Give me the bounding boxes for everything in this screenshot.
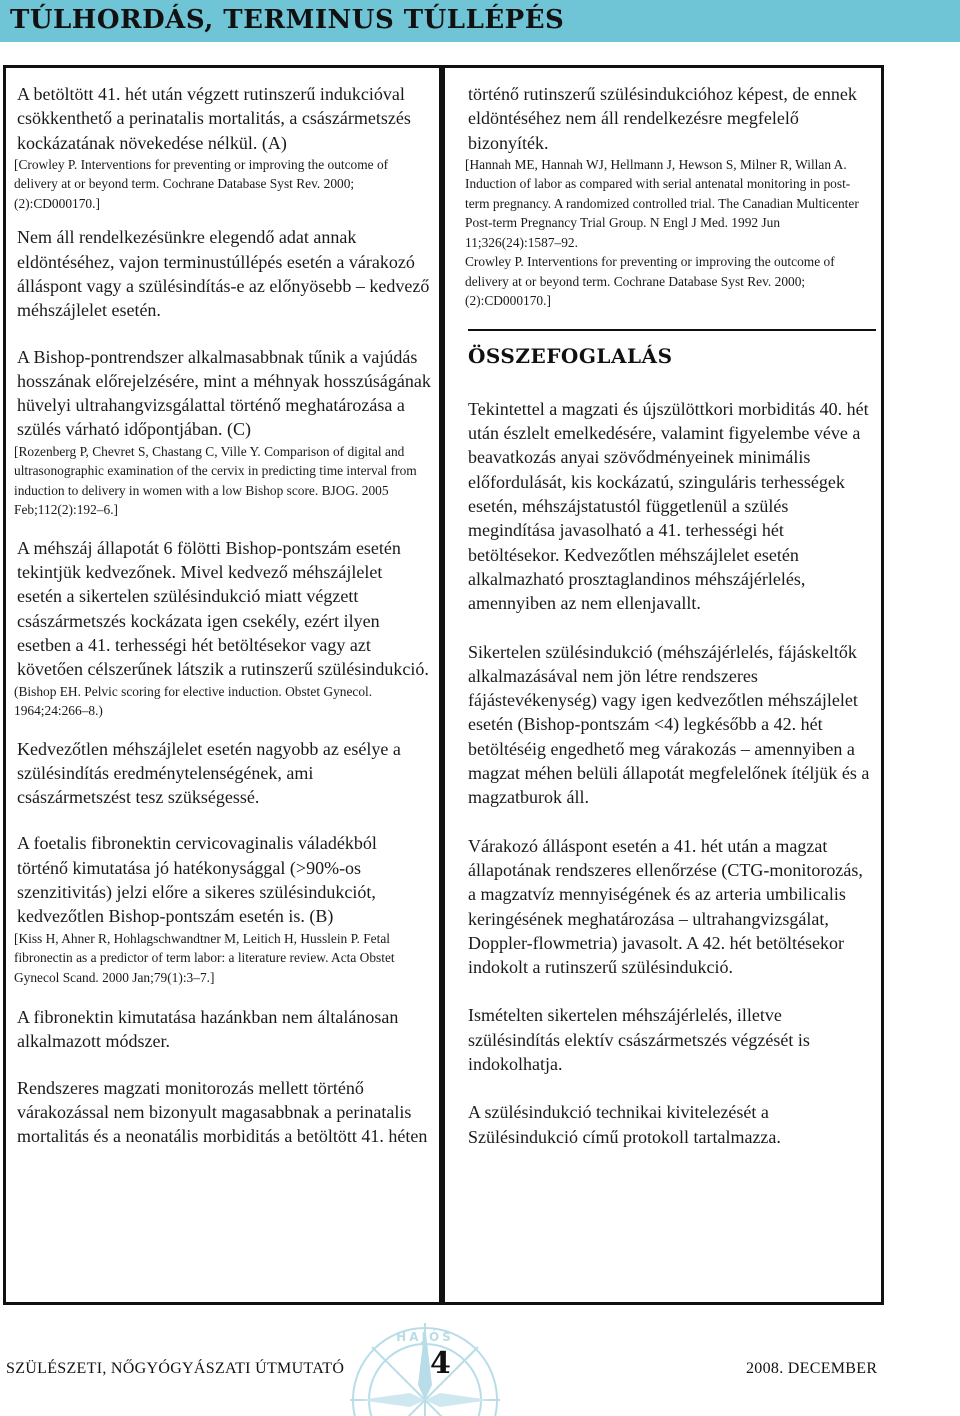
paragraph: A szülésindukció technikai kivitelezését a Szülésindukció című protokoll tartalmazza.	[468, 1102, 781, 1147]
paragraph: Sikertelen szülésindukció (méhszájérlelés, fájáskeltők alkalmazásával nem jön létre rendszeres fájástevékenység) vagy igen kedvezőtlen méhszájlelet esetén (Bishop-pontszám <4) legkésőbb a 42. hét betöltéséig engedhető meg várakozás – amennyiben a magzat méhen belüli állapotát megfelelőnek ítéljük és a magzatburok áll.	[468, 641, 870, 808]
footer-date: 2008. DECEMBER	[746, 1360, 878, 1377]
paragraph: Kedvezőtlen méhszájlelet esetén nagyobb az esélye a szülésindítás eredménytelenségének, ami császármetszést tesz szükségessé.	[17, 738, 401, 808]
right-column	[442, 65, 884, 1305]
paragraph: Rendszeres magzati monitorozás mellett történő várakozással nem bizonyult magasabbnak a perinatalis mortalitás és a neonatális morbiditás a betöltött 41. héten	[17, 1077, 428, 1147]
paragraph: A fibronektin kimutatása hazánkban nem általánosan alkalmazott módszer.	[17, 1007, 399, 1052]
divider	[468, 329, 876, 331]
reference: [Kiss H, Ahner R, Hohlagschwandtner M, Leitich H, Husslein P. Fetal fibronectin as a predictor of term labor: a literature review. Acta Obstet Gynecol Scand. 2000 Jan;79(1):3–7.]	[14, 930, 395, 985]
paragraph: A foetalis fibronektin cervicovaginalis váladékból történő kimutatása jó hatékonysággal (>90%-os szenzitivitás) jelzi előre a sikeres szülésindukciót, kedvezőtlen Bishop-pontszám esetén is. (B)	[17, 833, 377, 927]
summary-heading: ÖSSZEFOGLALÁS	[468, 343, 673, 368]
reference: [Hannah ME, Hannah WJ, Hellmann J, Hewson S, Milner R, Willan A. Induction of labor as compared with serial antenatal monitoring in post-term pregnancy. A randomized controlled trial. The Canadian Multicenter Post-term Pregnancy Trial Group. N Engl J Med. 1992 Jun 11;326(24):1587–92.	[465, 156, 859, 250]
logo-text: HAJÓS	[396, 1330, 454, 1344]
page-title: TÚLHORDÁS, TERMINUS TÚLLÉPÉS	[10, 5, 565, 35]
compass-logo-icon	[340, 1315, 510, 1416]
reference: [Crowley P. Interventions for preventing or improving the outcome of delivery at or beyond term. Cochrane Database Syst Rev. 2000;(2):CD000170.]	[14, 156, 389, 211]
paragraph: A Bishop-pontrendszer alkalmasabbnak tűnik a vajúdás hosszának előrejelzésére, mint a méhnyak hosszúságának hüvelyi ultrahangvizsgálattal történő meghatározása a szülés várható időpontjában. (C)	[17, 346, 431, 440]
left-column	[3, 65, 442, 1305]
paragraph: A betöltött 41. hét után végzett rutinszerű indukcióval csökkenthető a perinatalis mortalitás, a császármetszés kockázatának növekedése nélkül. (A)	[17, 84, 411, 153]
paragraph: Tekintettel a magzati és újszülöttkori morbiditás 40. hét után észlelt emelkedésére, valamint figyelembe véve a beavatkozás anyai szövődményeinek minimális előfordulását, kis kockázatú, szinguláris terhességek esetén, méhszájstatustól függetlenül a szülés megindítása javasolható a 41. terhességi hét betöltésekor. Kedvezőtlen méhszájlelet esetén alkalmazható prosztaglandinos méhszájérlelés, amennyiben az nem ellenjavallt.	[468, 398, 869, 614]
page-number: 4	[430, 1346, 451, 1381]
paragraph: történő rutinszerű szülésindukcióhoz képest, de ennek eldöntéséhez nem áll rendelkezésre megfelelő bizonyíték.	[468, 84, 857, 153]
paragraph: A méhszáj állapotát 6 fölötti Bishop-pontszám esetén tekintjük kedvezőnek. Mivel kedvező méhszájlelet esetén a sikertelen szülésindukció miatt végzett császármetszés kockázata igen csekély, ezért ilyen esetben a 41. terhességi hét betöltésekor vagy azt követően célszerűnek látszik a rutinszerű szülésindukció.	[17, 537, 429, 680]
reference: Crowley P. Interventions for preventing or improving the outcome of delivery at or beyond term. Cochrane Database Syst Rev. 2000;(2):CD000170.]	[465, 254, 835, 309]
reference: [Rozenberg P, Chevret S, Chastang C, Ville Y. Comparison of digital and ultrasonographic examination of the cervix in predicting time interval from induction to delivery in women with a low Bishop score. BJOG. 2005 Feb;112(2):192–6.]	[14, 443, 417, 518]
paragraph: Ismételten sikertelen méhszájérlelés, illetve szülésindítás elektív császármetszés végzését is indokolhatja.	[468, 1005, 810, 1075]
footer-publication: SZÜLÉSZETI, NŐGYÓGYÁSZATI ÚTMUTATÓ	[6, 1360, 345, 1377]
paragraph: Várakozó álláspont esetén a 41. hét után a magzat állapotának rendszeres ellenőrzése (CTG-monitorozás, a magzatvíz mennyiségének és az arteria umbilicalis keringésének meghatározása – ultrahangvizsgálat, Doppler-flowmetria) javasolt. A 42. hét betöltésekor indokolt a rutinszerű szülésindukció.	[468, 835, 863, 978]
paragraph: Nem áll rendelkezésünkre elegendő adat annak eldöntéséhez, vajon terminustúllépés esetén a várakozó álláspont vagy a szülésindítás-e az előnyösebb – kedvező méhszájlelet esetén.	[17, 227, 430, 321]
reference: (Bishop EH. Pelvic scoring for elective induction. Obstet Gynecol. 1964;24:266–8.)	[14, 683, 373, 719]
title-bar	[0, 0, 960, 42]
